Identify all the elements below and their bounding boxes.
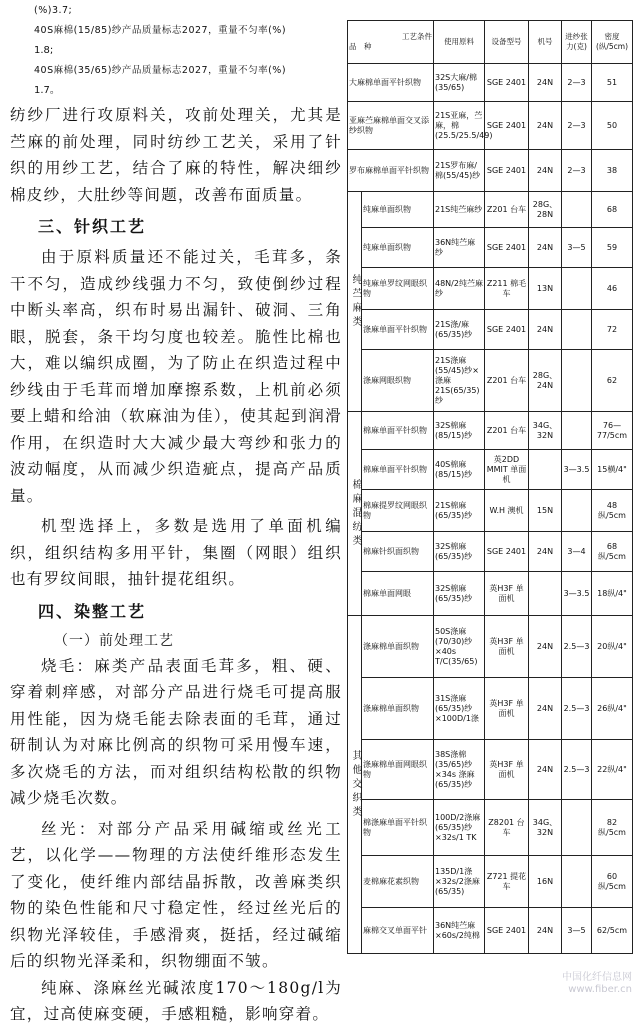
cell-machine: Z8201 台车 bbox=[485, 800, 529, 856]
table-row bbox=[348, 616, 633, 678]
cell-gauge: 15N bbox=[529, 490, 562, 532]
quality-line: 40S麻棉(35/65)纱产品质量标志2027，重量不匀率(%) bbox=[34, 65, 287, 76]
paragraph: 丝光：对部分产品采用碱缩或丝光工艺，以化学——物理的方法使纤维形态发生了变化，使纤维内部结晶拆散，改善麻类织物的染色性能和尺寸稳定性，经过丝光后的织物光泽较佳，手感滑爽，挺括，经过碱缩后的织物光泽柔和，织物绷面不皱。 bbox=[10, 819, 342, 970]
cell-machine: 英H3F 单面机 bbox=[485, 616, 529, 678]
article-column bbox=[10, 0, 342, 1023]
paragraph: 机型选择上，多数是选用了单面机编织，组织结构多用平针，集圈（网眼）组织也有罗纹间眼，抽针提花组织。 bbox=[10, 517, 342, 588]
cell-gauge: 24N bbox=[529, 616, 562, 678]
cell-machine: SGE 2401 bbox=[485, 908, 529, 954]
cell-density: 26纵/4" bbox=[592, 678, 633, 740]
cell-product: 麻棉交叉单面平针 bbox=[362, 908, 434, 954]
cell-feed bbox=[562, 856, 592, 908]
cell-product: 涤麻网眼织物 bbox=[362, 350, 434, 412]
cell-feed: 2—3 bbox=[562, 102, 592, 150]
cell-product: 罗布麻棉单面平针织物 bbox=[348, 150, 434, 192]
cell-yarn: 21S亚麻，苎麻，棉(25.5/25.5/49) bbox=[434, 102, 485, 150]
cell-product: 涤麻单面平针织物 bbox=[362, 310, 434, 350]
cell-feed bbox=[562, 192, 592, 228]
cell-feed: 3—4 bbox=[562, 532, 592, 572]
cell-density: 59 bbox=[592, 228, 633, 268]
cell-density: 82纵/5cm bbox=[592, 800, 633, 856]
cell-density: 76—77/5cm bbox=[592, 412, 633, 450]
quality-line: 1.7。 bbox=[34, 85, 60, 96]
cell-density: 68纵/5cm bbox=[592, 532, 633, 572]
cell-yarn: 135D/1涤×32s/2涤麻(65/35) bbox=[434, 856, 485, 908]
cell-gauge: 16N bbox=[529, 856, 562, 908]
paragraph: 纺纱厂进行攻原料关，攻前处理关，尤其是苎麻的前处理，同时纺纱工艺关，采用了针织的用纱工艺，结合了麻的特性，解决细纱棉皮纱，大肚纱等间题，改善布面质量。 bbox=[10, 106, 342, 204]
table-row bbox=[348, 150, 633, 192]
cell-yarn: 100D/2涤麻(65/35)纱×32s/1 TK bbox=[434, 800, 485, 856]
cell-feed: 2.5—3 bbox=[562, 616, 592, 678]
cell-gauge: 28G、28N bbox=[529, 192, 562, 228]
cell-gauge bbox=[529, 572, 562, 616]
cell-density: 72 bbox=[592, 310, 633, 350]
cell-machine: Z721 提花车 bbox=[485, 856, 529, 908]
cell-density: 38 bbox=[592, 150, 633, 192]
cell-yarn: 32S大麻/棉(35/65) bbox=[434, 64, 485, 102]
cell-feed bbox=[562, 350, 592, 412]
cell-product: 麦棉麻花素织物 bbox=[362, 856, 434, 908]
quality-line: 1.8; bbox=[34, 45, 54, 56]
cell-product: 棉麻单面网眼 bbox=[362, 572, 434, 616]
cell-feed bbox=[562, 268, 592, 310]
cell-gauge bbox=[529, 450, 562, 490]
cell-yarn: 48N/2纯苎麻纱 bbox=[434, 268, 485, 310]
cell-feed bbox=[562, 310, 592, 350]
cell-product: 亚麻苎麻棉单面交叉添纱织物 bbox=[348, 102, 434, 150]
cell-density: 20纵/4" bbox=[592, 616, 633, 678]
cell-machine: Z201 台车 bbox=[485, 350, 529, 412]
cell-product: 涤麻棉单面织物 bbox=[362, 616, 434, 678]
cell-gauge: 24N bbox=[529, 64, 562, 102]
cell-yarn: 21S棉麻(65/35)纱 bbox=[434, 490, 485, 532]
cell-feed: 3—5 bbox=[562, 908, 592, 954]
table-row bbox=[348, 228, 633, 268]
cell-machine: Z211 棉毛车 bbox=[485, 268, 529, 310]
group-cotton-ramie bbox=[348, 412, 362, 616]
cell-product: 纯麻单面织物 bbox=[362, 228, 434, 268]
cell-density: 62 bbox=[592, 350, 633, 412]
cell-machine: W.H 澳机 bbox=[485, 490, 529, 532]
cell-density: 68 bbox=[592, 192, 633, 228]
table-row bbox=[348, 450, 633, 490]
cell-machine: SGE 2401 bbox=[485, 532, 529, 572]
watermark bbox=[562, 972, 632, 996]
cell-gauge: 13N bbox=[529, 268, 562, 310]
cell-product: 棉涤麻单面平针织物 bbox=[362, 800, 434, 856]
header-product-label: 品 种 bbox=[349, 42, 372, 51]
table-row bbox=[348, 192, 633, 228]
cell-yarn: 32S棉麻(85/15)纱 bbox=[434, 412, 485, 450]
cell-yarn: 38S涤棉(35/65)纱×34s 涤麻(65/35)纱 bbox=[434, 740, 485, 800]
table-row bbox=[348, 740, 633, 800]
cell-density: 15横/4" bbox=[592, 450, 633, 490]
cell-machine: SGE 2401 bbox=[485, 102, 529, 150]
group-label: 其他交织类 bbox=[350, 749, 361, 820]
process-table bbox=[347, 20, 633, 954]
header-gauge: 机号 bbox=[529, 21, 562, 64]
header-yarn: 使用原料 bbox=[434, 21, 485, 64]
section-heading: 三、针织工艺 bbox=[38, 217, 147, 236]
cell-feed: 3—3.5 bbox=[562, 450, 592, 490]
group-label: 纯苎麻类 bbox=[350, 273, 361, 330]
cell-machine: SGE 2401 bbox=[485, 310, 529, 350]
cell-gauge: 24N bbox=[529, 228, 562, 268]
table-row bbox=[348, 908, 633, 954]
table-row bbox=[348, 532, 633, 572]
cell-machine: 英2DD MMIT 单面机 bbox=[485, 450, 529, 490]
cell-density: 62/5cm bbox=[592, 908, 633, 954]
cell-yarn: 21S涤/麻(65/35)纱 bbox=[434, 310, 485, 350]
table-header-row bbox=[348, 21, 633, 64]
cell-yarn: 32S棉麻(65/35)纱 bbox=[434, 532, 485, 572]
cell-density: 51 bbox=[592, 64, 633, 102]
table-row bbox=[348, 678, 633, 740]
cell-feed bbox=[562, 490, 592, 532]
table-row bbox=[348, 490, 633, 532]
cell-product: 涤麻棉单面织物 bbox=[362, 678, 434, 740]
cell-density: 48纵/5cm bbox=[592, 490, 633, 532]
cell-feed: 2.5—3 bbox=[562, 740, 592, 800]
cell-machine: Z201 台车 bbox=[485, 192, 529, 228]
cell-product: 涤麻棉单面网眼织物 bbox=[362, 740, 434, 800]
cell-yarn: 36N纯苎麻纱 bbox=[434, 228, 485, 268]
cell-yarn: 50S涤麻(70/30)纱×40s T/C(35/65) bbox=[434, 616, 485, 678]
table-row bbox=[348, 268, 633, 310]
cell-product: 棉麻提罗纹网眼织物 bbox=[362, 490, 434, 532]
watermark-line: www.fiber.cn bbox=[568, 984, 632, 995]
table-row bbox=[348, 856, 633, 908]
header-feed: 进纱张力(克) bbox=[562, 21, 592, 64]
header-category bbox=[348, 21, 434, 64]
cell-density: 46 bbox=[592, 268, 633, 310]
paragraph: 由于原料质量还不能过关，毛茸多，条干不匀，造成纱线强力不匀，致使倒纱过程中断头率高，织布时易出漏针、破洞、三角眼，脱套，条干均匀度也较差。脆性比棉也大，难以编织成圈，为了防止在织造过程中纱线由于毛茸而增加摩擦系数，上机前必须要上蜡和给油（软麻油为佳），使其起到润滑作用，在织造时大大减少最大弯纱和张力的波动幅度，从而减少织造疵点，提高产品质量。 bbox=[10, 248, 342, 505]
quality-line: 40S麻棉(15/85)纱产品质量标志2027，重量不匀率(%) bbox=[34, 25, 287, 36]
header-category-label: 工艺条件 bbox=[402, 32, 432, 41]
group-label: 棉麻混纺类 bbox=[350, 478, 361, 549]
group-other bbox=[348, 616, 362, 954]
process-table-container bbox=[347, 20, 632, 954]
table-row bbox=[348, 310, 633, 350]
table-row bbox=[348, 572, 633, 616]
cell-machine: 英H3F 单面机 bbox=[485, 678, 529, 740]
cell-gauge: 24N bbox=[529, 102, 562, 150]
cell-product: 棉麻单面平针织物 bbox=[362, 412, 434, 450]
cell-gauge: 34G、32N bbox=[529, 800, 562, 856]
cell-density: 22纵/4" bbox=[592, 740, 633, 800]
cell-product: 大麻棉单面平针织物 bbox=[348, 64, 434, 102]
cell-machine: 英H3F 单面机 bbox=[485, 572, 529, 616]
cell-gauge: 24N bbox=[529, 150, 562, 192]
cell-yarn: 32S棉麻(65/35)纱 bbox=[434, 572, 485, 616]
cell-feed: 3—5 bbox=[562, 228, 592, 268]
table-row bbox=[348, 412, 633, 450]
cell-machine: 英H3F 单面机 bbox=[485, 740, 529, 800]
cell-machine: Z201 台车 bbox=[485, 412, 529, 450]
cell-gauge: 24N bbox=[529, 678, 562, 740]
table-row bbox=[348, 800, 633, 856]
section-heading: 四、染整工艺 bbox=[38, 601, 147, 621]
cell-yarn: 31S涤麻(65/35)纱×100D/1涤 bbox=[434, 678, 485, 740]
quality-line: (%)3.7; bbox=[34, 5, 73, 16]
cell-yarn: 21S纯苎麻纱 bbox=[434, 192, 485, 228]
cell-machine: SGE 2401 bbox=[485, 228, 529, 268]
cell-feed: 2—3 bbox=[562, 150, 592, 192]
cell-product: 棉麻针织面织物 bbox=[362, 532, 434, 572]
subsection-heading: （一）前处理工艺 bbox=[54, 632, 174, 649]
group-pure-ramie bbox=[348, 192, 362, 412]
paragraph: 纯麻、涤麻丝光碱浓度170～180g/l为宜，过高使麻变硬，手感粗糙，影响穿着。 bbox=[10, 978, 342, 1023]
cell-gauge: 24N bbox=[529, 740, 562, 800]
watermark-line: 中国化纤信息网 bbox=[562, 972, 632, 983]
table-row bbox=[348, 102, 633, 150]
cell-gauge: 24N bbox=[529, 532, 562, 572]
cell-density: 50 bbox=[592, 102, 633, 150]
cell-yarn: 40S棉麻(85/15)纱 bbox=[434, 450, 485, 490]
cell-density: 18纵/4" bbox=[592, 572, 633, 616]
cell-product: 纯麻单面织物 bbox=[362, 192, 434, 228]
cell-product: 棉麻单面平针织物 bbox=[362, 450, 434, 490]
table-row bbox=[348, 64, 633, 102]
cell-machine: SGE 2401 bbox=[485, 150, 529, 192]
cell-feed bbox=[562, 412, 592, 450]
cell-feed bbox=[562, 800, 592, 856]
cell-gauge: 28G、24N bbox=[529, 350, 562, 412]
cell-feed: 2—3 bbox=[562, 64, 592, 102]
cell-gauge: 34G、32N bbox=[529, 412, 562, 450]
cell-machine: SGE 2401 bbox=[485, 64, 529, 102]
paragraph: 烧毛：麻类产品表面毛茸多，粗、硬、穿着刺痒感，对部分产品进行烧毛可提高服用性能，因为烧毛能去除表面的毛茸，通过研制认为对麻比例高的织物可采用慢车速，多次烧毛的方法，而对组织结构松散的织物减少烧毛次数。 bbox=[10, 656, 342, 807]
table-row bbox=[348, 350, 633, 412]
cell-gauge: 24N bbox=[529, 908, 562, 954]
cell-yarn: 21S涤麻(55/45)纱×涤麻21S(65/35)纱 bbox=[434, 350, 485, 412]
cell-feed: 2.5—3 bbox=[562, 678, 592, 740]
cell-product: 纯麻单罗纹网眼织物 bbox=[362, 268, 434, 310]
cell-yarn: 36N纯苎麻×60s/2纯棉 bbox=[434, 908, 485, 954]
cell-density: 60纵/5cm bbox=[592, 856, 633, 908]
cell-gauge: 24N bbox=[529, 310, 562, 350]
header-density: 密度(纵/5cm) bbox=[592, 21, 633, 64]
cell-feed: 3—3.5 bbox=[562, 572, 592, 616]
cell-yarn: 21S罗布麻/棉(55/45)纱 bbox=[434, 150, 485, 192]
header-machine: 设备型号 bbox=[485, 21, 529, 64]
